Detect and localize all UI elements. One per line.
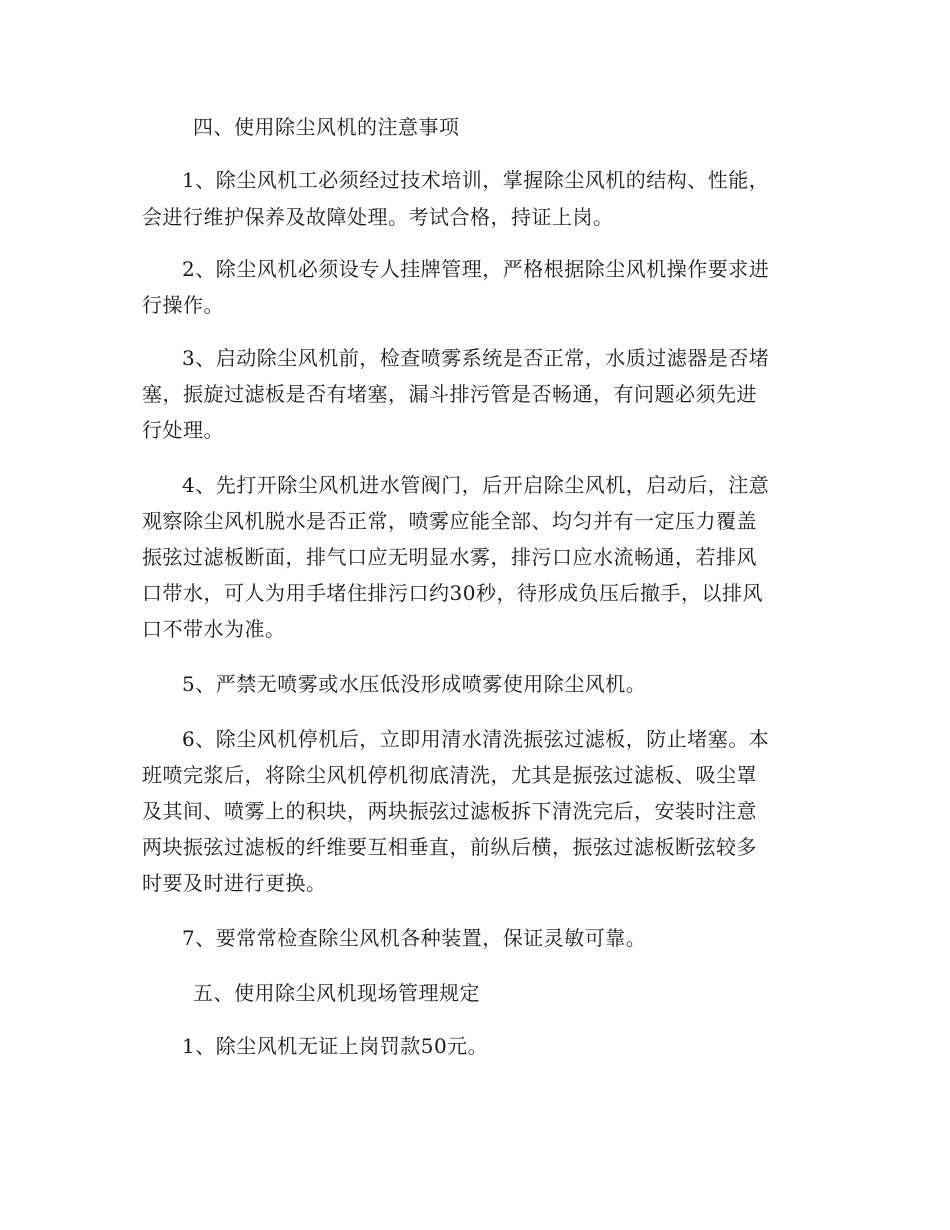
paragraph-line: 7、要常常检查除尘风机各种装置，保证灵敏可靠。 [182, 926, 647, 950]
paragraph-line: 口带水，可人为用手堵住排污口约30秒，待形成负压后撤手，以排风 [142, 581, 763, 605]
paragraph-line: 5、严禁无喷雾或水压低没形成喷雾使用除尘风机。 [182, 672, 647, 696]
section-5-title: 五、使用除尘风机现场管理规定 [193, 981, 480, 1005]
paragraph-line: 1、除尘风机工必须经过技术培训，掌握除尘风机的结构、性能， [182, 168, 770, 192]
paragraph-line: 班喷完浆后，将除尘风机停机彻底清洗，尤其是振弦过滤板、吸尘罩 [142, 763, 757, 787]
paragraph-line: 3、启动除尘风机前，检查喷雾系统是否正常，水质过滤器是否堵 [182, 346, 770, 370]
paragraph-line: 行操作。 [142, 293, 224, 317]
section-4-title: 四、使用除尘风机的注意事项 [193, 115, 460, 139]
paragraph-line: 观察除尘风机脱水是否正常，喷雾应能全部、均匀并有一定压力覆盖 [142, 509, 757, 533]
paragraph-line: 塞，振旋过滤板是否有堵塞，漏斗排污管是否畅通，有问题必须先进 [142, 382, 757, 406]
paragraph-line: 口不带水为准。 [142, 617, 286, 641]
paragraph-line: 及其间、喷雾上的积块，两块振弦过滤板拆下清洗完后，安装时注意 [142, 799, 757, 823]
paragraph-line: 行处理。 [142, 418, 224, 442]
paragraph-line: 时要及时进行更换。 [142, 871, 327, 895]
paragraph-line: 会进行维护保养及故障处理。考试合格，持证上岗。 [142, 205, 614, 229]
paragraph-line: 1、除尘风机无证上岗罚款50元。 [182, 1034, 489, 1058]
paragraph-line: 振弦过滤板断面，排气口应无明显水雾，排污口应水流畅通，若排风 [142, 545, 757, 569]
paragraph-line: 2、除尘风机必须设专人挂牌管理，严格根据除尘风机操作要求进 [182, 257, 770, 281]
paragraph-line: 4、先打开除尘风机进水管阀门，后开启除尘风机，启动后，注意 [182, 473, 770, 497]
paragraph-line: 6、除尘风机停机后，立即用清水清洗振弦过滤板，防止堵塞。本 [182, 727, 770, 751]
paragraph-line: 两块振弦过滤板的纤维要互相垂直，前纵后横，振弦过滤板断弦较多 [142, 835, 757, 859]
